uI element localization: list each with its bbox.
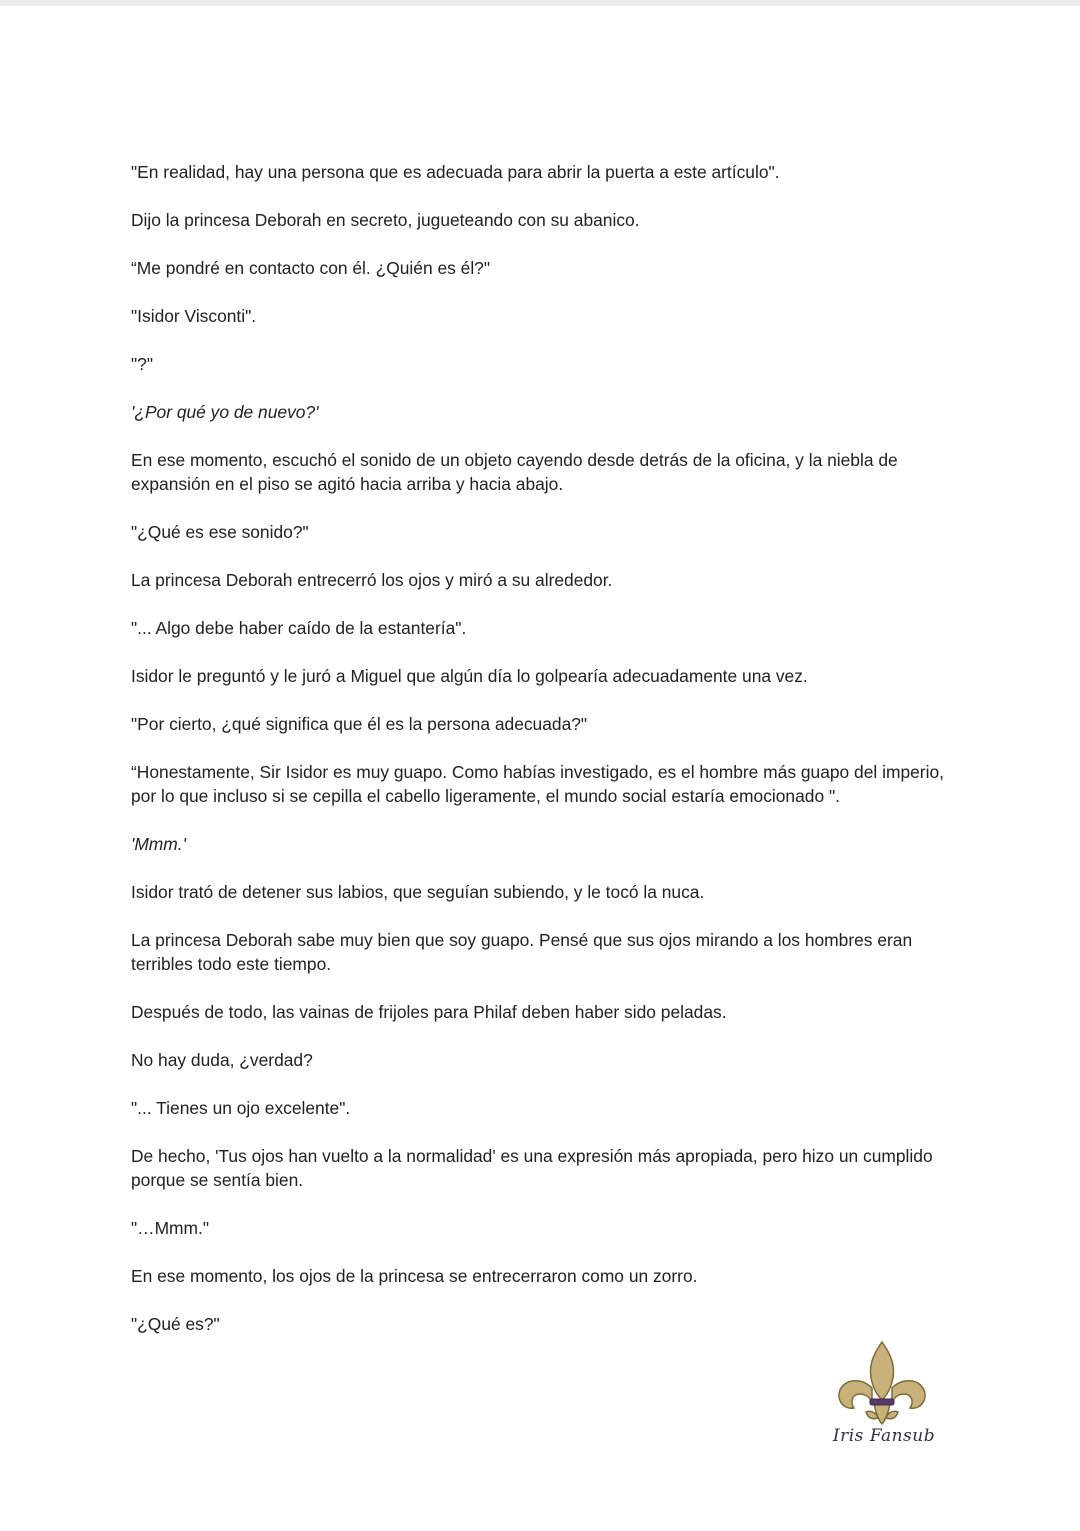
paragraph: "En realidad, hay una persona que es adecuada para abrir la puerta a este artículo". [131, 162, 780, 182]
paragraph: "?" [131, 354, 154, 374]
paragraph: En ese momento, los ojos de la princesa se entrecerraron como un zorro. [131, 1266, 698, 1286]
paragraph: No hay duda, ¿verdad? [131, 1050, 313, 1070]
paragraph: La princesa Deborah sabe muy bien que soy guapo. Pensé que sus ojos mirando a los hombres eran terribles todo este tiempo. [131, 930, 913, 974]
paragraph: "¿Qué es?" [131, 1314, 220, 1334]
paragraph: Después de todo, las vainas de frijoles para Philaf deben haber sido peladas. [131, 1002, 727, 1022]
paragraph: "Isidor Visconti". [131, 306, 257, 326]
paragraph: "Por cierto, ¿qué significa que él es la persona adecuada?" [131, 714, 588, 734]
paragraph: 'Mmm.' [131, 834, 186, 854]
paragraph: "…Mmm." [131, 1218, 210, 1238]
fleur-de-lis-icon [832, 1338, 936, 1428]
paragraph: Dijo la princesa Deborah en secreto, jugueteando con su abanico. [131, 210, 640, 230]
paragraph: En ese momento, escuchó el sonido de un objeto cayendo desde detrás de la oficina, y la niebla de expansión en el piso se agitó hacia arriba y hacia abajo. [131, 450, 898, 494]
paragraph: La princesa Deborah entrecerró los ojos y miró a su alrededor. [131, 570, 613, 590]
paragraph: De hecho, 'Tus ojos han vuelto a la normalidad' es una expresión más apropiada, pero hizo un cumplido porque se sentía bien. [131, 1146, 933, 1190]
paragraph: "... Algo debe haber caído de la estantería". [131, 618, 467, 638]
paragraph: “Me pondré en contacto con él. ¿Quién es él?" [131, 258, 491, 278]
logo-text: Iris Fansub [832, 1426, 936, 1446]
paragraph: "¿Qué es ese sonido?" [131, 522, 309, 542]
paragraph: '¿Por qué yo de nuevo?' [131, 402, 319, 422]
document-body [131, 160, 961, 1360]
watermark-logo [832, 1338, 936, 1458]
paragraph: Isidor le preguntó y le juró a Miguel que algún día lo golpearía adecuadamente una vez. [131, 666, 808, 686]
paragraph: "... Tienes un ojo excelente". [131, 1098, 351, 1118]
top-bar [0, 0, 1080, 6]
paragraph: “Honestamente, Sir Isidor es muy guapo. Como habías investigado, es el hombre más guapo del imperio, por lo que incluso si se cepilla el cabello ligeramente, el mundo social estaría emocionado ". [131, 762, 944, 806]
paragraph: Isidor trató de detener sus labios, que seguían subiendo, y le tocó la nuca. [131, 882, 705, 902]
